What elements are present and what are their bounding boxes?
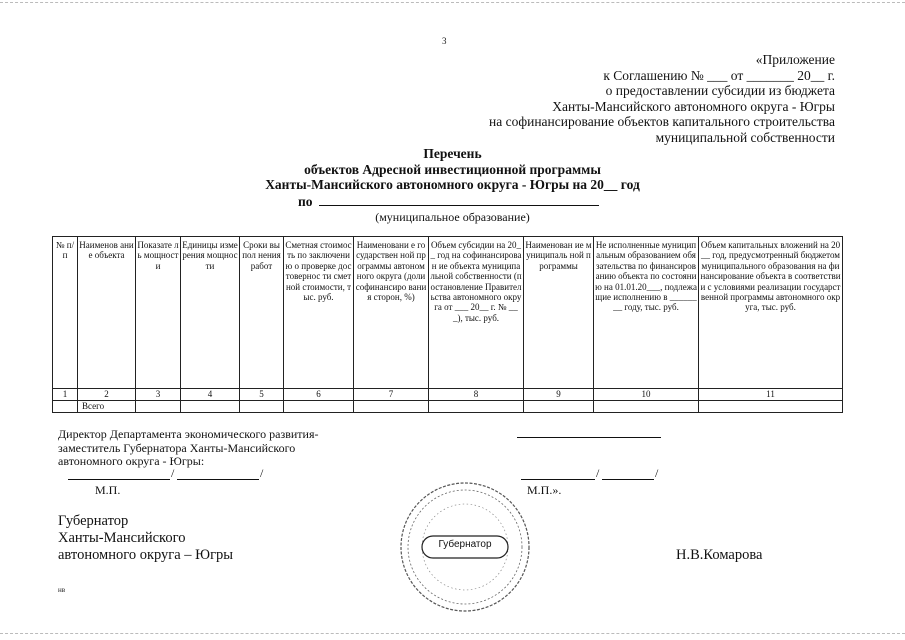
governor-signatory xyxy=(58,513,233,564)
signature-slash: / xyxy=(596,466,600,480)
signature-line xyxy=(521,479,595,480)
annex-header xyxy=(489,52,835,145)
municipality-line xyxy=(0,193,905,210)
table-cell xyxy=(354,401,429,413)
column-number: 3 xyxy=(136,389,181,401)
column-number: 2 xyxy=(78,389,136,401)
signature-line xyxy=(517,437,661,438)
table-cell xyxy=(136,401,181,413)
column-number: 1 xyxy=(53,389,78,401)
table-cell xyxy=(594,401,699,413)
column-header: Объем капитальных вложений на 20__ год, предусмотренный бюджетом муниципального образования на финансирование объекта в соответствии с условиями реализации государственной программы автономного округа, тыс. руб. xyxy=(699,237,843,389)
page-number: 3 xyxy=(442,36,447,46)
column-header: Сметная стоимость по заключени ю о проверке достовернос ти сметной стоимости, тыс. руб. xyxy=(284,237,354,389)
municipality-caption: (муниципальное образование) xyxy=(375,210,530,224)
annex-line: Ханты-Мансийского автономного округа - Югры xyxy=(552,98,835,114)
annex-line: «Приложение xyxy=(755,52,835,67)
column-number: 7 xyxy=(354,389,429,401)
column-number: 6 xyxy=(284,389,354,401)
table-cell xyxy=(699,401,843,413)
scan-edge-bottom xyxy=(0,633,905,634)
column-header: Сроки выпол нения работ xyxy=(240,237,284,389)
signature-line xyxy=(602,479,654,480)
director-title-line: автономного округа - Югры: xyxy=(58,454,205,468)
signature-slash: / xyxy=(260,466,264,480)
column-number: 11 xyxy=(699,389,843,401)
column-number: 8 xyxy=(429,389,524,401)
column-number: 4 xyxy=(181,389,240,401)
table-header-row xyxy=(53,237,843,389)
seal-place-left: М.П. xyxy=(95,483,121,497)
director-signatory xyxy=(58,428,318,469)
table-cell xyxy=(181,401,240,413)
annex-line: к Соглашению № ___ от _______ 20__ г. xyxy=(603,67,835,83)
document-title xyxy=(0,146,905,209)
signature-line xyxy=(68,479,170,480)
title-line: Ханты-Мансийского автономного округа - Югры на 20__ год xyxy=(265,177,640,192)
municipality-blank xyxy=(319,193,599,206)
table-cell xyxy=(284,401,354,413)
title-line: объектов Адресной инвестиционной программы xyxy=(304,161,601,177)
column-header: № п/п xyxy=(53,237,78,389)
governor-title-line: Губернатор xyxy=(58,513,129,529)
signature-line xyxy=(177,479,259,480)
column-header: Показате ль мощност и xyxy=(136,237,181,389)
column-number: 10 xyxy=(594,389,699,401)
objects-table xyxy=(52,236,843,413)
column-header: Наименов ание объекта xyxy=(78,237,136,389)
total-row xyxy=(53,401,843,413)
table-cell xyxy=(429,401,524,413)
annex-line: о предоставлении субсидии из бюджета xyxy=(605,83,835,98)
governor-title-line: автономного округа – Югры xyxy=(58,547,234,563)
executor-initials: нв xyxy=(58,586,66,594)
annex-line: муниципальной собственности xyxy=(655,129,835,145)
column-number-row xyxy=(53,389,843,401)
column-header: Объем субсидии на 20__ год на софинансирован ие объекта муниципальной собственности (постановление Правительства автономного округа от ___ 20__ г. № ___), тыс. руб. xyxy=(429,237,524,389)
column-number: 9 xyxy=(524,389,594,401)
signature-slash: / xyxy=(171,466,175,480)
scan-edge-top xyxy=(0,2,905,3)
annex-line: на софинансирование объектов капитального строительства xyxy=(489,114,835,129)
column-header: Единицы измерения мощности xyxy=(181,237,240,389)
seal-place-right: М.П.». xyxy=(527,483,562,497)
column-header: Не исполненные муниципальным образованием обязательства по финансированию объекта по состоянию на 01.01.20___, подлежащие исполнению в ________ году, тыс. руб. xyxy=(594,237,699,389)
column-header: Наименовани е государствен ной программы автономного округа (доли софинансиро вания сторон, %) xyxy=(354,237,429,389)
governor-title-line: Ханты-Мансийского xyxy=(58,530,186,546)
po-label: по xyxy=(298,193,313,209)
title-line: Перечень xyxy=(423,146,482,161)
governor-name: Н.В.Комарова xyxy=(676,547,763,563)
table-cell xyxy=(524,401,594,413)
director-title-line: заместитель Губернатора Ханты-Мансийского xyxy=(58,440,296,455)
stamp-label: Губернатор xyxy=(438,539,492,550)
total-label: Всего xyxy=(78,401,136,413)
director-title-line: Директор Департамента экономического развития- xyxy=(58,427,319,441)
table-cell xyxy=(240,401,284,413)
column-number: 5 xyxy=(240,389,284,401)
table-cell xyxy=(53,401,78,413)
signature-slash: / xyxy=(655,466,659,480)
column-header: Наименован ие муниципаль ной программы xyxy=(524,237,594,389)
